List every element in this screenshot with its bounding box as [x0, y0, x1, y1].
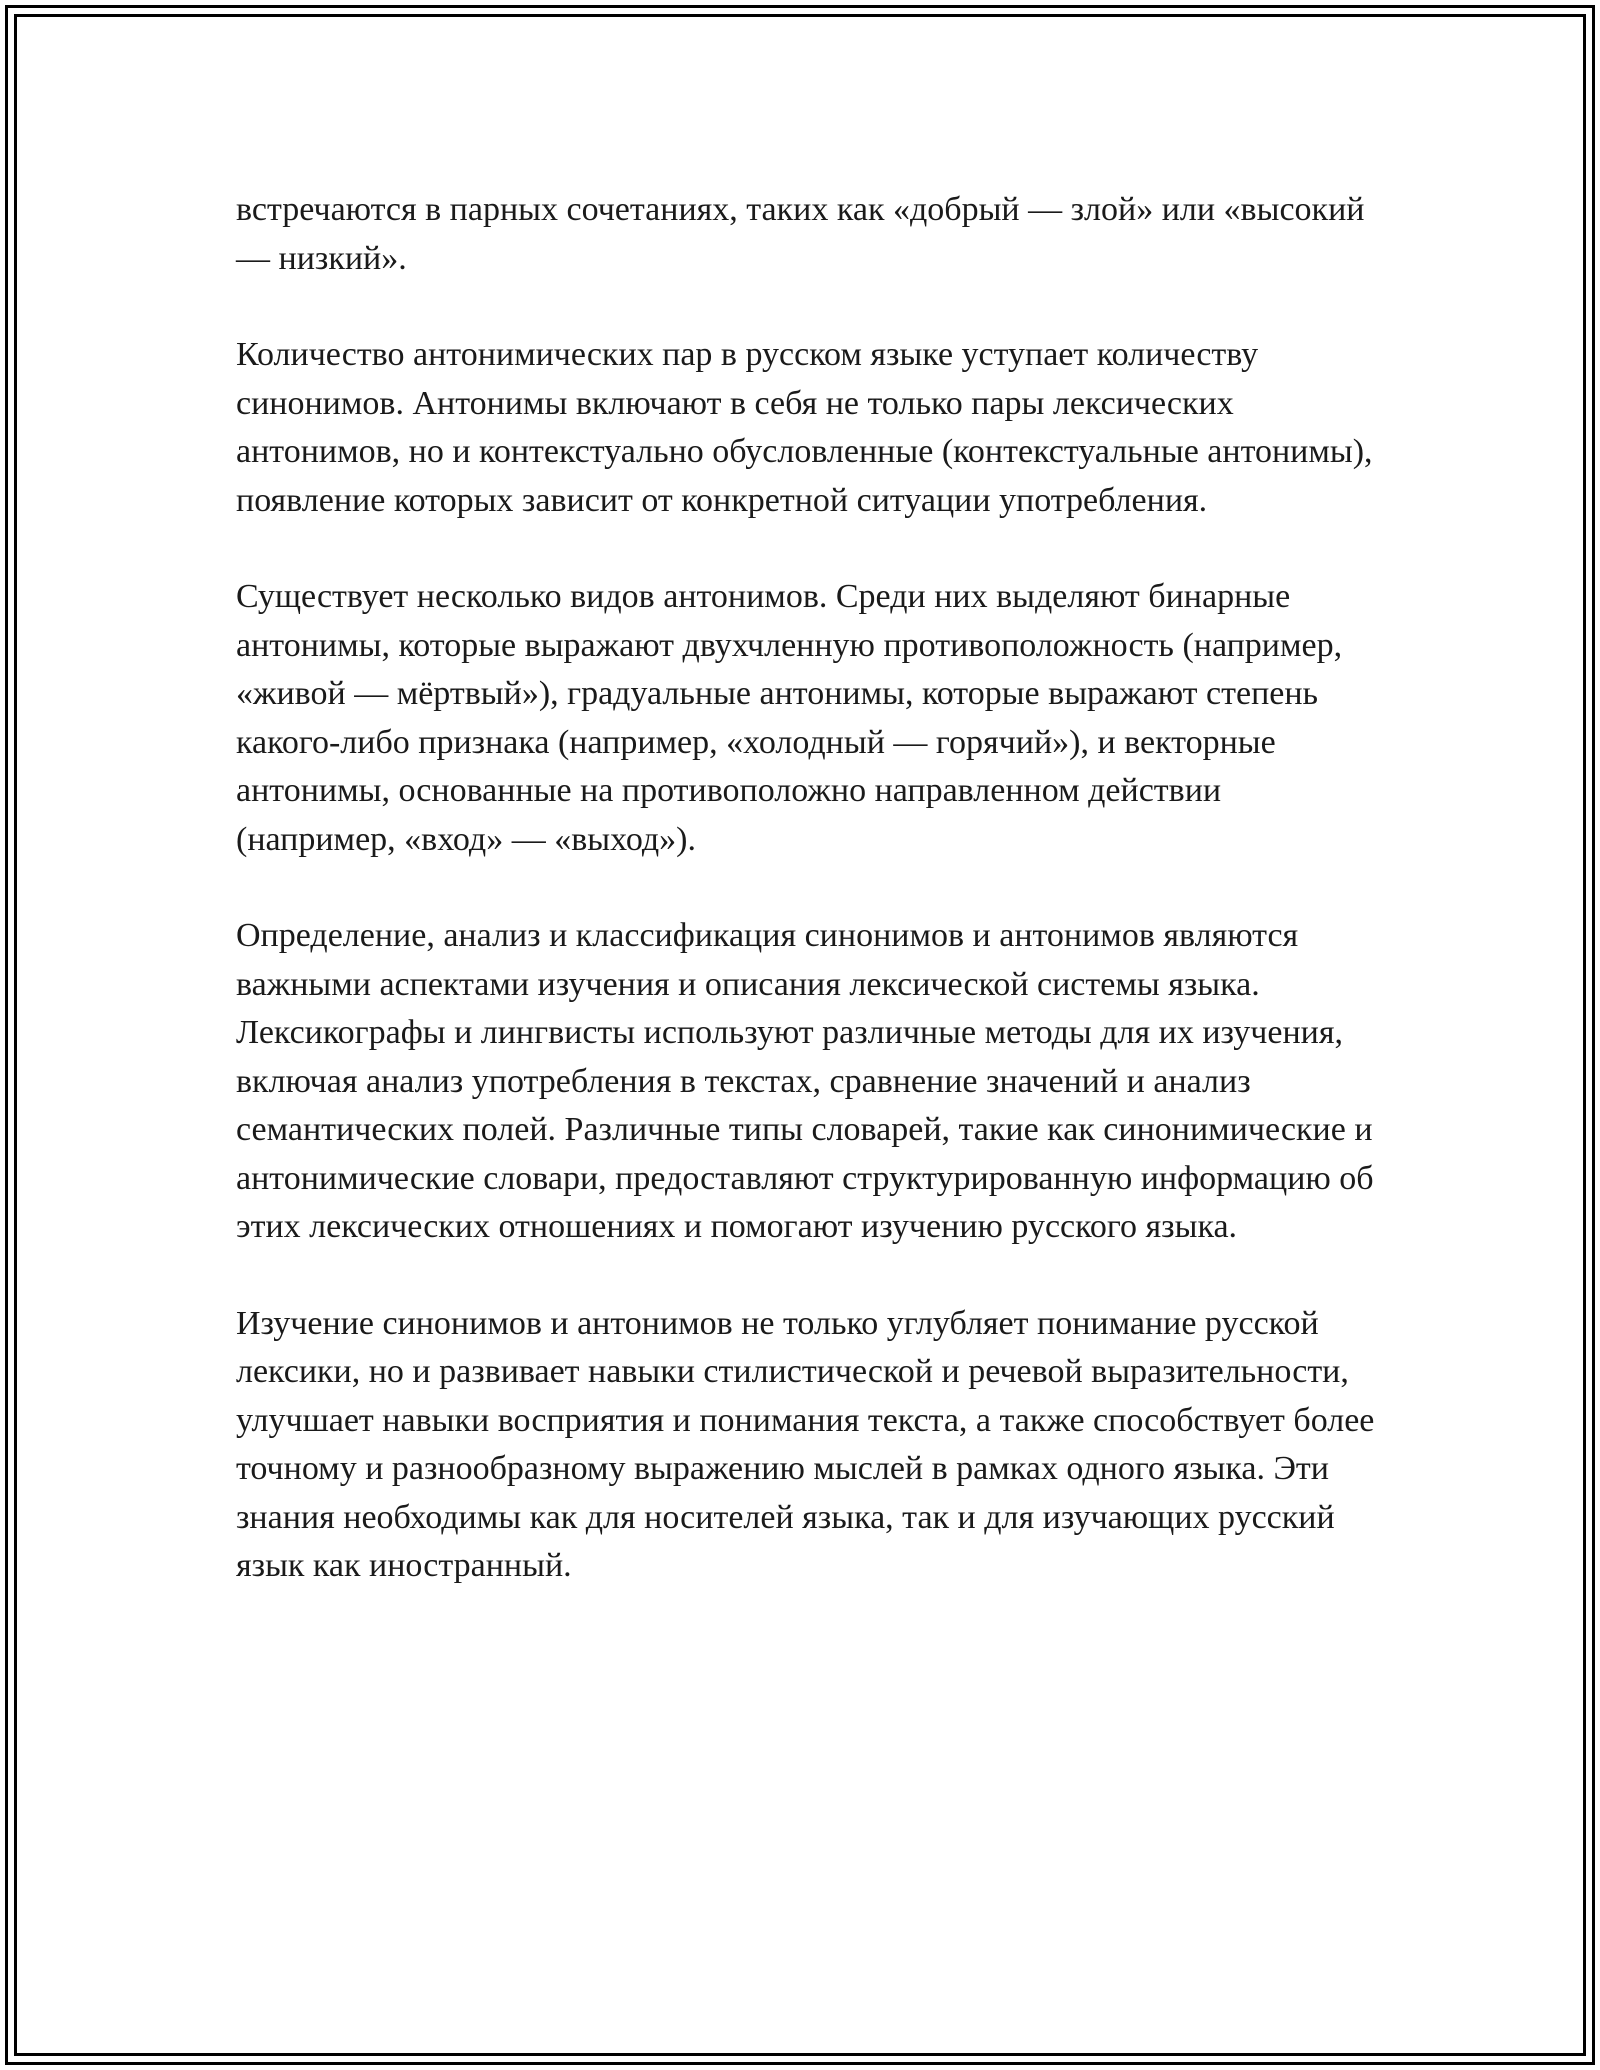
document-body	[236, 186, 1376, 1639]
paragraph-antonym-count: Количество антонимических пар в русском языке уступает количеству синонимов. Антонимы включают в себя не только пары лексических антонимов, но и контекстуально обусловленные (контекстуальные антонимы), появление которых зависит от конкретной ситуации употребления.	[236, 336, 1373, 519]
paragraph-conclusion: Изучение синонимов и антонимов не только углубляет понимание русской лексики, но и развивает навыки стилистической и речевой выразительности, улучшает навыки восприятия и понимания текста, а также способствует более точному и разнообразному выражению мыслей в рамках одного языка. Эти знания необходимы как для носителей языка, так и для изучающих русский язык как иностранный.	[236, 1304, 1375, 1584]
paragraph-antonym-pairs-continuation: встречаются в парных сочетаниях, таких как «добрый — злой» или «высокий — низкий».	[236, 191, 1365, 277]
paragraph-lexical-analysis: Определение, анализ и классификация синонимов и антонимов являются важными аспектами изучения и описания лексической системы языка. Лексикографы и лингвисты используют различные методы для их изучения, включая анализ употребления в текстах, сравнение значений и анализ семантических полей. Различные типы словарей, такие как синонимические и антонимические словари, предоставляют структурированную информацию об этих лексических отношениях и помогают изучению русского языка.	[236, 917, 1374, 1245]
paragraph-antonym-types: Существует несколько видов антонимов. Среди них выделяют бинарные антонимы, которые выражают двухчленную противоположность (например, «живой — мёртвый»), градуальные антонимы, которые выражают степень какого-либо признака (например, «холодный — горячий»), и векторные антонимы, основанные на противоположно направленном действии (например, «вход» — «выход»).	[236, 578, 1343, 858]
